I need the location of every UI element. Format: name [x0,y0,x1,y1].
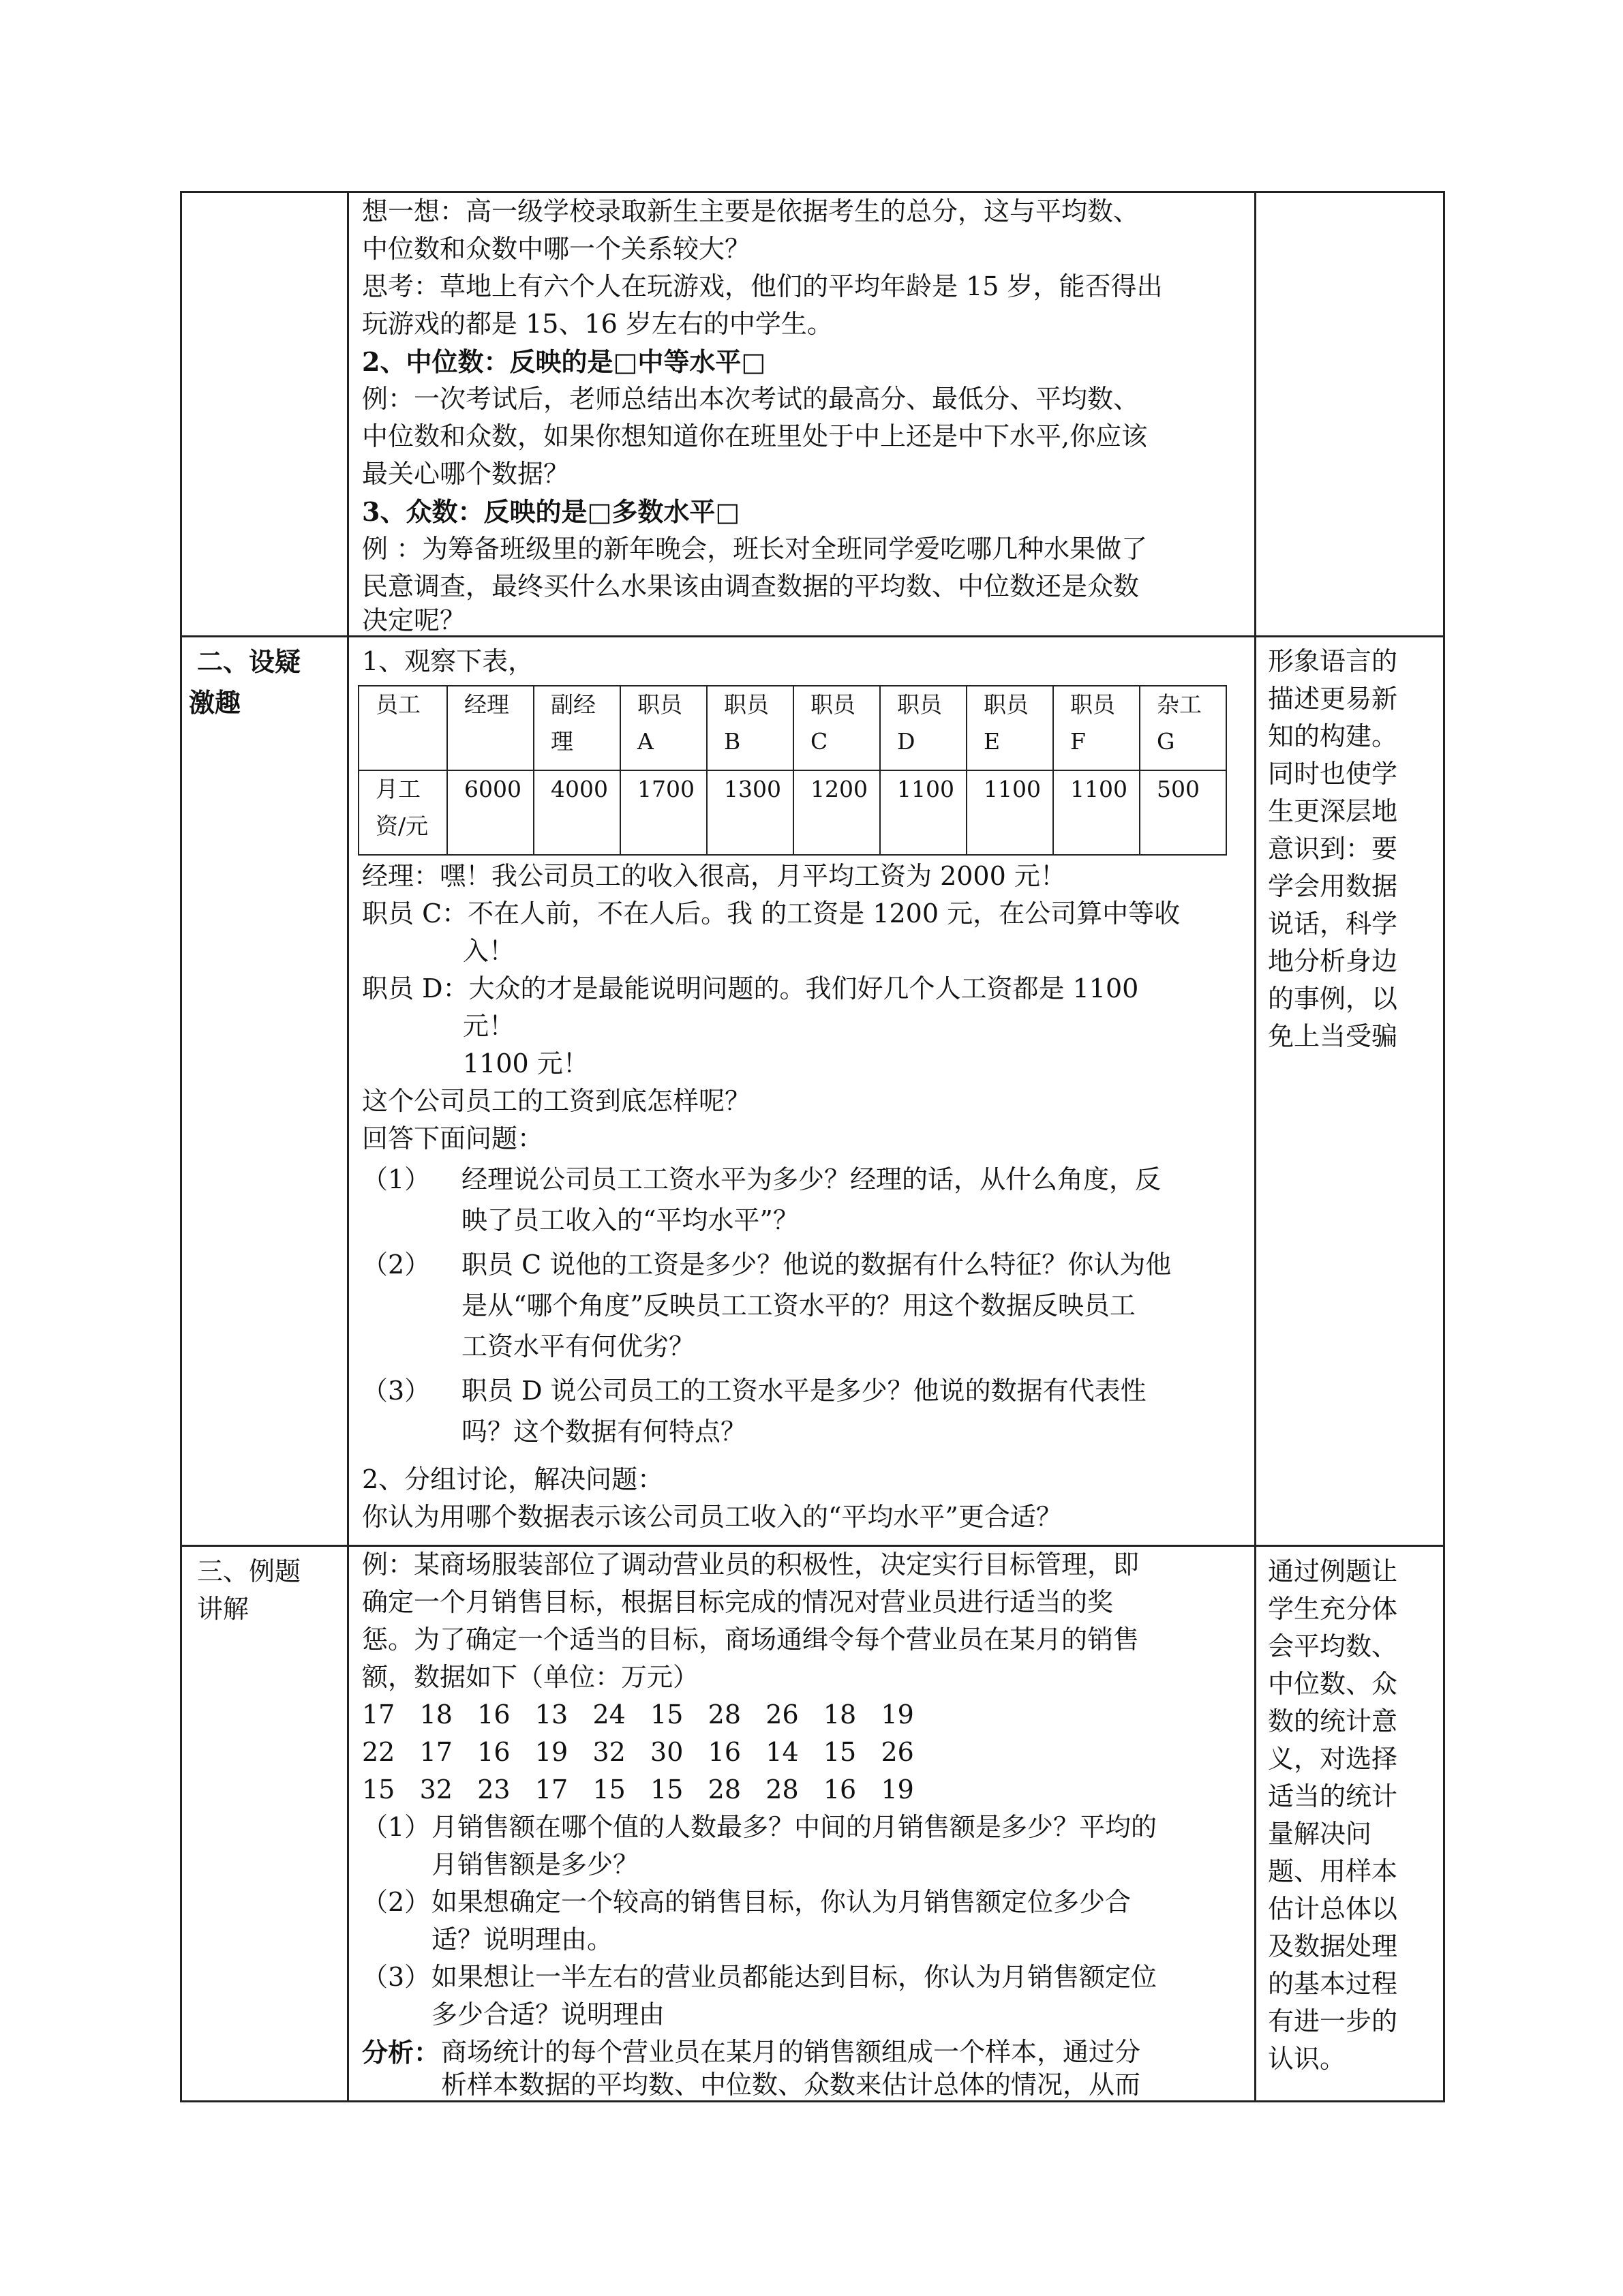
dialog-line: 这个公司员工的工资到底怎样呢？ [362,1086,751,1116]
mode-heading: 3、众数：反映的是□多数水平□ [362,496,740,527]
side-note-line: 形象语言的 [1268,646,1398,676]
wage-table [358,685,1227,856]
text-line: 中位数和众数，如果你想知道你在班里处于中上还是中下水平,你应该 [362,421,1148,451]
table-cell: 职员 A [620,686,707,770]
table-row [359,686,1226,770]
group-discussion-heading: 2、分组讨论，解决问题： [362,1464,664,1494]
side-note-line: 中位数、众 [1268,1669,1398,1699]
data-row: 15 32 23 17 15 15 28 28 16 19 [362,1774,914,1804]
side-note-line: 估计总体以 [1268,1894,1398,1924]
text-line: 思考：草地上有六个人在玩游戏，他们的平均年龄是 15 岁，能否得出 [362,271,1163,301]
text-line: 决定呢？ [362,605,466,635]
side-note-line: 及数据处理 [1268,1931,1398,1961]
table-cell: 1700 [620,770,707,855]
analysis-line: 商场统计的每个营业员在某月的销售额组成一个样本，通过分 [441,2037,1141,2067]
question-line: 职员 C 说他的工资是多少？他说的数据有什么特征？你认为他 [461,1250,1172,1280]
side-note-line: 生更深层地 [1268,796,1398,826]
lesson-plan-table [180,191,1445,2102]
table-cell: 1100 [967,770,1053,855]
table-cell: 职员 F [1053,686,1140,770]
section-label-line: 讲解 [197,1594,249,1624]
question-line: 适？说明理由。 [431,1924,613,1954]
table-cell: 6000 [447,770,534,855]
dialog-line: 回答下面问题： [362,1123,544,1153]
text-line: 玩游戏的都是 15、16 岁左右的中学生。 [362,309,833,339]
side-note-line: 题、用样本 [1268,1856,1398,1886]
dialog-line: 经理：嘿！我公司员工的收入很高，月平均工资为 2000 元！ [362,861,1066,891]
group-discussion-question: 你认为用哪个数据表示该公司员工收入的“平均水平”更合适？ [362,1502,1062,1532]
side-note-line: 学会用数据 [1268,871,1398,901]
observe-intro: 1、观察下表， [362,646,534,676]
table-cell: 500 [1140,770,1226,855]
question-number: （2） [362,1887,431,1917]
side-note-line: 有进一步的 [1268,2006,1398,2036]
side-note-line: 数的统计意 [1268,1706,1398,1736]
table-cell: 职员 D [880,686,967,770]
example-line: 惩。为了确定一个适当的目标，商场通缉令每个营业员在某月的销售 [362,1625,1140,1655]
text-line: 中位数和众数中哪一个关系较大？ [362,234,751,264]
example-line: 额，数据如下（单位：万元） [362,1662,699,1692]
section-label-line: 三、例题 [197,1556,301,1586]
table-cell: 杂工 G [1140,686,1226,770]
side-note-line: 说话，科学 [1268,909,1398,939]
text-line: 最关心哪个数据？ [362,459,570,489]
text-line: 例 ：为筹备班级里的新年晚会，班长对全班同学爱吃哪几种水果做了 [362,534,1148,564]
question-line: 多少合适？说明理由 [431,1999,665,2029]
question-line: 吗？这个数据有何特点？ [461,1417,747,1447]
question-number: （1） [362,1164,431,1194]
table-cell: 副经 理 [534,686,620,770]
table-cell: 1100 [1053,770,1140,855]
text-line: 想一想：高一级学校录取新生主要是依据考生的总分，这与平均数、 [362,196,1140,226]
question-line: 映了员工收入的“平均水平”？ [461,1205,799,1235]
table-cell: 职员 C [793,686,880,770]
section-label-line: 激趣 [189,687,241,718]
side-note-line: 适当的统计 [1268,1781,1398,1811]
analysis-label: 分析： [362,2037,440,2068]
text-line: 民意调查，最终买什么水果该由调查数据的平均数、中位数还是众数 [362,571,1140,601]
side-note-line: 义，对选择 [1268,1744,1398,1774]
side-note-line: 免上当受骗 [1268,1021,1398,1051]
question-line: 月销售额在哪个值的人数最多？中间的月销售额是多少？平均的 [431,1812,1157,1842]
question-number: （1） [362,1812,431,1842]
table-cell: 1200 [793,770,880,855]
side-note-line: 学生充分体 [1268,1594,1398,1624]
question-line: 月销售额是多少？ [431,1849,639,1879]
analysis-line: 析样本数据的平均数、中位数、众数来估计总体的情况，从而 [441,2070,1141,2100]
side-note-line: 描述更易新 [1268,684,1398,714]
table-cell: 职员 B [707,686,793,770]
example-line: 例：某商场服装部位了调动营业员的积极性，决定实行目标管理，即 [362,1550,1140,1580]
question-number: （3） [362,1962,431,1992]
table-cell: 1100 [880,770,967,855]
table-cell: 月工 资/元 [359,770,447,855]
column-divider-2 [1254,193,1256,2100]
table-row [359,770,1226,855]
side-note-line: 意识到：要 [1268,834,1398,864]
table-cell: 职员 E [967,686,1053,770]
question-number: （3） [362,1376,431,1406]
question-line: 经理说公司员工工资水平为多少？经理的话，从什么角度，反 [461,1164,1162,1194]
table-cell: 经理 [447,686,534,770]
table-cell: 4000 [534,770,620,855]
side-note-line: 同时也使学 [1268,759,1398,789]
side-note-line: 认识。 [1268,2044,1346,2074]
section-label-line: 二、设疑 [197,646,301,677]
data-row: 17 18 16 13 24 15 28 26 18 19 [362,1700,914,1729]
table-cell: 1300 [707,770,793,855]
question-line: 职员 D 说公司员工的工资水平是多少？他说的数据有代表性 [461,1376,1147,1406]
table-cell: 员工 [359,686,447,770]
data-row: 22 17 16 19 32 30 16 14 15 26 [362,1737,914,1767]
question-line: 是从“哪个角度”反映员工工资水平的？用这个数据反映员工 [461,1290,1136,1320]
median-heading: 2、中位数：反映的是□中等水平□ [362,346,766,377]
question-line: 如果想让一半左右的营业员都能达到目标，你认为月销售额定位 [431,1962,1157,1992]
side-note-line: 会平均数、 [1268,1631,1398,1661]
dialog-line: 职员 D：大众的才是最能说明问题的。我们好几个人工资都是 1100 [362,973,1139,1003]
text-line: 例：一次考试后，老师总结出本次考试的最高分、最低分、平均数、 [362,384,1140,414]
dialog-line: 1100 元！ [463,1048,589,1078]
side-note-line: 地分析身边 [1268,946,1398,976]
question-line: 工资水平有何优劣？ [461,1331,695,1361]
side-note-line: 的基本过程 [1268,1969,1398,1999]
side-note-line: 量解决问 [1268,1819,1372,1849]
question-line: 如果想确定一个较高的销售目标，你认为月销售额定位多少合 [431,1887,1132,1917]
question-number: （2） [362,1250,431,1280]
column-divider-1 [347,193,349,2100]
dialog-line: 职员 C：不在人前，不在人后。我 的工资是 1200 元，在公司算中等收 [362,898,1181,928]
dialog-line: 元！ [463,1011,515,1041]
dialog-line: 入！ [463,936,515,966]
side-note-line: 通过例题让 [1268,1556,1398,1586]
example-line: 确定一个月销售目标，根据目标完成的情况对营业员进行适当的奖 [362,1587,1114,1617]
side-note-line: 的事例，以 [1268,984,1398,1014]
side-note-line: 知的构建。 [1268,721,1398,751]
